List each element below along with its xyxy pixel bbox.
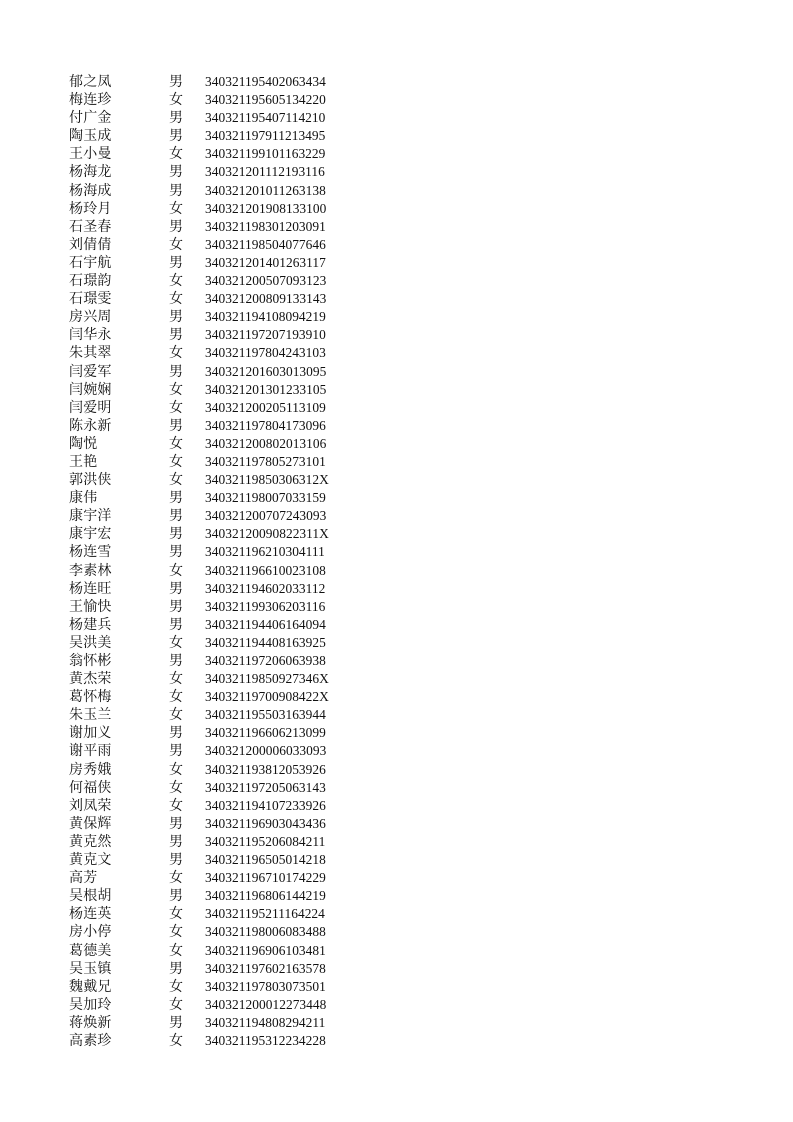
id-number: 340321200507093123 <box>205 273 327 289</box>
person-name: 杨连英 <box>69 906 112 923</box>
gender: 女 <box>169 200 183 217</box>
gender: 女 <box>169 291 183 308</box>
id-number: 34032119700908422X <box>205 689 329 705</box>
list-row <box>69 634 369 652</box>
gender: 男 <box>169 490 183 507</box>
id-number: 340321194107233926 <box>205 797 326 813</box>
id-number: 340321198301203091 <box>205 218 326 234</box>
id-number: 340321197805273101 <box>205 453 326 469</box>
id-number: 340321194808294211 <box>205 1014 326 1030</box>
gender: 女 <box>169 671 183 688</box>
gender: 男 <box>169 833 183 850</box>
gender: 女 <box>169 273 183 290</box>
gender: 男 <box>169 960 183 977</box>
person-name: 郭洪侠 <box>69 472 112 489</box>
person-name: 付广金 <box>69 110 112 127</box>
gender: 男 <box>169 182 183 199</box>
list-row <box>69 996 369 1014</box>
id-number: 340321200809133143 <box>205 291 327 307</box>
id-number: 340321201401263117 <box>205 254 326 270</box>
person-name: 石宇航 <box>69 254 112 271</box>
list-row <box>69 761 369 779</box>
gender: 女 <box>169 399 183 416</box>
person-name: 闫婉娴 <box>69 381 112 398</box>
id-number: 340321196505014218 <box>205 852 326 868</box>
list-row <box>69 742 369 760</box>
id-number: 340321199306203116 <box>205 598 326 614</box>
person-name: 闫华永 <box>69 327 112 344</box>
gender: 男 <box>169 725 183 742</box>
person-name: 吴洪美 <box>69 634 112 651</box>
id-number: 340321197804173096 <box>205 417 326 433</box>
gender: 男 <box>169 309 183 326</box>
id-number: 340321200006033093 <box>205 743 327 759</box>
id-number: 34032120090822311X <box>205 526 329 542</box>
gender: 女 <box>169 779 183 796</box>
list-row <box>69 688 369 706</box>
person-name: 翁怀彬 <box>69 653 112 669</box>
person-name: 康宇洋 <box>69 508 112 525</box>
list-row <box>69 543 369 561</box>
gender: 女 <box>169 1032 183 1049</box>
person-name: 王艳 <box>69 453 98 470</box>
id-number: 340321194406164094 <box>205 616 326 632</box>
person-name: 刘凤荣 <box>69 797 112 814</box>
list-row <box>69 254 369 272</box>
person-name: 陶悦 <box>69 435 98 452</box>
list-row <box>69 978 369 996</box>
id-number: 34032119850306312X <box>205 472 329 488</box>
person-name: 房兴周 <box>69 309 112 326</box>
gender: 女 <box>169 453 183 470</box>
id-number: 340321201301233105 <box>205 381 327 397</box>
list-row <box>69 833 369 851</box>
id-number: 340321195312234228 <box>205 1032 326 1048</box>
id-number: 340321194602033112 <box>205 580 326 596</box>
id-number: 340321200802013106 <box>205 435 327 451</box>
gender: 女 <box>169 707 183 724</box>
gender: 女 <box>169 345 183 362</box>
person-name: 朱其翠 <box>69 345 112 362</box>
id-number: 340321200012273448 <box>205 996 327 1012</box>
person-name: 黄克然 <box>69 833 112 850</box>
person-name: 石圣春 <box>69 218 112 235</box>
gender: 男 <box>169 110 183 127</box>
gender: 男 <box>169 327 183 344</box>
person-name: 王小曼 <box>69 146 112 163</box>
person-name: 吴加玲 <box>69 996 112 1013</box>
list-row <box>69 236 369 254</box>
id-number: 340321196903043436 <box>205 815 326 831</box>
id-number: 340321197205063143 <box>205 779 326 795</box>
id-number: 340321201112193116 <box>205 164 325 180</box>
gender: 女 <box>169 381 183 398</box>
id-number: 34032119850927346X <box>205 671 329 687</box>
gender: 男 <box>169 128 183 145</box>
gender: 男 <box>169 74 183 90</box>
person-name: 朱玉兰 <box>69 707 112 724</box>
list-row <box>69 942 369 960</box>
person-name: 杨海龙 <box>69 164 112 181</box>
list-row <box>69 344 369 362</box>
list-row <box>69 363 369 381</box>
id-number: 340321198504077646 <box>205 236 326 252</box>
list-row <box>69 724 369 742</box>
id-number: 340321196606213099 <box>205 725 326 741</box>
person-name: 高芳 <box>69 870 98 887</box>
id-number: 340321197602163578 <box>205 960 326 976</box>
person-name: 康伟 <box>69 490 98 507</box>
list-row <box>69 960 369 978</box>
id-number: 340321195211164224 <box>205 906 325 922</box>
list-row <box>69 652 369 670</box>
person-name: 吴根胡 <box>69 888 112 905</box>
gender: 女 <box>169 146 183 163</box>
list-row <box>69 453 369 471</box>
gender: 男 <box>169 218 183 235</box>
id-number: 340321198007033159 <box>205 490 326 506</box>
id-number: 340321201908133100 <box>205 200 327 216</box>
list-row <box>69 308 369 326</box>
id-number: 340321195407114210 <box>205 110 326 126</box>
person-name: 黄保辉 <box>69 815 112 832</box>
gender: 男 <box>169 888 183 905</box>
id-number: 340321201603013095 <box>205 363 327 379</box>
person-name: 石璟韵 <box>69 273 112 290</box>
list-row <box>69 905 369 923</box>
id-number: 340321196210304111 <box>205 544 325 560</box>
list-row <box>69 218 369 236</box>
gender: 男 <box>169 815 183 832</box>
id-number: 340321197206063938 <box>205 653 326 668</box>
gender: 女 <box>169 924 183 941</box>
list-row <box>69 326 369 344</box>
gender: 男 <box>169 653 183 669</box>
id-number: 340321197207193910 <box>205 327 326 343</box>
gender: 男 <box>169 616 183 633</box>
id-number: 340321198006083488 <box>205 924 326 940</box>
gender: 男 <box>169 852 183 869</box>
id-number: 340321196906103481 <box>205 942 326 958</box>
gender: 女 <box>169 472 183 489</box>
person-name: 陈永新 <box>69 417 112 434</box>
person-name: 蒋焕新 <box>69 1014 112 1031</box>
id-number: 340321195402063434 <box>205 74 326 89</box>
person-name: 陶玉成 <box>69 128 112 145</box>
list-row <box>69 127 369 145</box>
list-row <box>69 1014 369 1032</box>
gender: 男 <box>169 544 183 561</box>
list-row <box>69 1032 369 1050</box>
person-name: 房小停 <box>69 924 112 941</box>
list-row <box>69 399 369 417</box>
gender: 女 <box>169 870 183 887</box>
id-number: 340321193812053926 <box>205 761 326 777</box>
list-row <box>69 290 369 308</box>
person-name: 李素林 <box>69 562 112 579</box>
person-name: 杨连雪 <box>69 544 112 561</box>
list-row <box>69 182 369 200</box>
list-row <box>69 923 369 941</box>
gender: 女 <box>169 996 183 1013</box>
list-row <box>69 815 369 833</box>
id-number: 340321200707243093 <box>205 508 327 524</box>
list-row <box>69 91 369 109</box>
id-number: 340321199101163229 <box>205 146 326 162</box>
gender: 女 <box>169 92 183 109</box>
person-name: 石璟雯 <box>69 291 112 308</box>
person-name: 杨建兵 <box>69 616 112 633</box>
list-row <box>69 507 369 525</box>
gender: 男 <box>169 508 183 525</box>
gender: 男 <box>169 598 183 615</box>
id-number: 340321197804243103 <box>205 345 326 361</box>
person-name: 何福侠 <box>69 779 112 796</box>
list-row <box>69 525 369 543</box>
list-row <box>69 598 369 616</box>
list-row <box>69 417 369 435</box>
id-number: 340321195206084211 <box>205 833 326 849</box>
person-name: 谢加义 <box>69 725 112 742</box>
list-row <box>69 381 369 399</box>
gender: 男 <box>169 1014 183 1031</box>
person-name: 房秀娥 <box>69 761 112 778</box>
gender: 男 <box>169 580 183 597</box>
id-number: 340321194108094219 <box>205 309 326 325</box>
list-row <box>69 887 369 905</box>
person-name: 郁之凤 <box>69 74 112 90</box>
id-number: 340321196806144219 <box>205 888 326 904</box>
person-name: 黄克文 <box>69 852 112 869</box>
person-name: 王愉快 <box>69 598 112 615</box>
person-name: 杨海成 <box>69 182 112 199</box>
list-row <box>69 471 369 489</box>
gender: 女 <box>169 761 183 778</box>
person-name: 黄杰荣 <box>69 671 112 688</box>
gender: 女 <box>169 797 183 814</box>
list-row <box>69 200 369 218</box>
gender: 男 <box>169 743 183 760</box>
list-row <box>69 779 369 797</box>
person-name: 谢平雨 <box>69 743 112 760</box>
list-row <box>69 562 369 580</box>
gender: 女 <box>169 634 183 651</box>
person-name: 杨玲月 <box>69 200 112 217</box>
id-number: 340321200205113109 <box>205 399 326 415</box>
id-number: 340321194408163925 <box>205 634 326 650</box>
gender: 女 <box>169 942 183 959</box>
id-number: 340321197911213495 <box>205 128 326 144</box>
person-name: 葛德美 <box>69 942 112 959</box>
person-name: 康宇宏 <box>69 526 112 543</box>
gender: 女 <box>169 236 183 253</box>
list-row <box>69 580 369 598</box>
list-row <box>69 73 369 91</box>
list-row <box>69 851 369 869</box>
person-name: 魏戴兄 <box>69 978 112 995</box>
list-row <box>69 706 369 724</box>
list-row <box>69 797 369 815</box>
id-number: 340321197803073501 <box>205 978 326 994</box>
gender: 男 <box>169 363 183 380</box>
list-row <box>69 616 369 634</box>
list-row <box>69 670 369 688</box>
gender: 女 <box>169 435 183 452</box>
person-name: 葛怀梅 <box>69 689 112 706</box>
id-number: 340321195605134220 <box>205 92 326 108</box>
id-number: 340321196610023108 <box>205 562 326 578</box>
id-number: 340321201011263138 <box>205 182 326 198</box>
person-name: 吴玉镇 <box>69 960 112 977</box>
gender: 女 <box>169 978 183 995</box>
list-row <box>69 109 369 127</box>
person-name: 杨连旺 <box>69 580 112 597</box>
id-number: 340321195503163944 <box>205 707 326 723</box>
list-row <box>69 272 369 290</box>
list-row <box>69 163 369 181</box>
roster-list <box>69 73 369 1050</box>
gender: 女 <box>169 689 183 706</box>
person-name: 闫爱明 <box>69 399 112 416</box>
gender: 女 <box>169 906 183 923</box>
id-number: 340321196710174229 <box>205 870 326 886</box>
gender: 男 <box>169 417 183 434</box>
person-name: 闫爱军 <box>69 363 112 380</box>
person-name: 高素珍 <box>69 1032 112 1049</box>
person-name: 梅连珍 <box>69 92 112 109</box>
person-name: 刘倩倩 <box>69 236 112 253</box>
list-row <box>69 489 369 507</box>
gender: 女 <box>169 562 183 579</box>
gender: 男 <box>169 526 183 543</box>
list-row <box>69 869 369 887</box>
list-row <box>69 435 369 453</box>
gender: 男 <box>169 164 183 181</box>
list-row <box>69 145 369 163</box>
gender: 男 <box>169 254 183 271</box>
